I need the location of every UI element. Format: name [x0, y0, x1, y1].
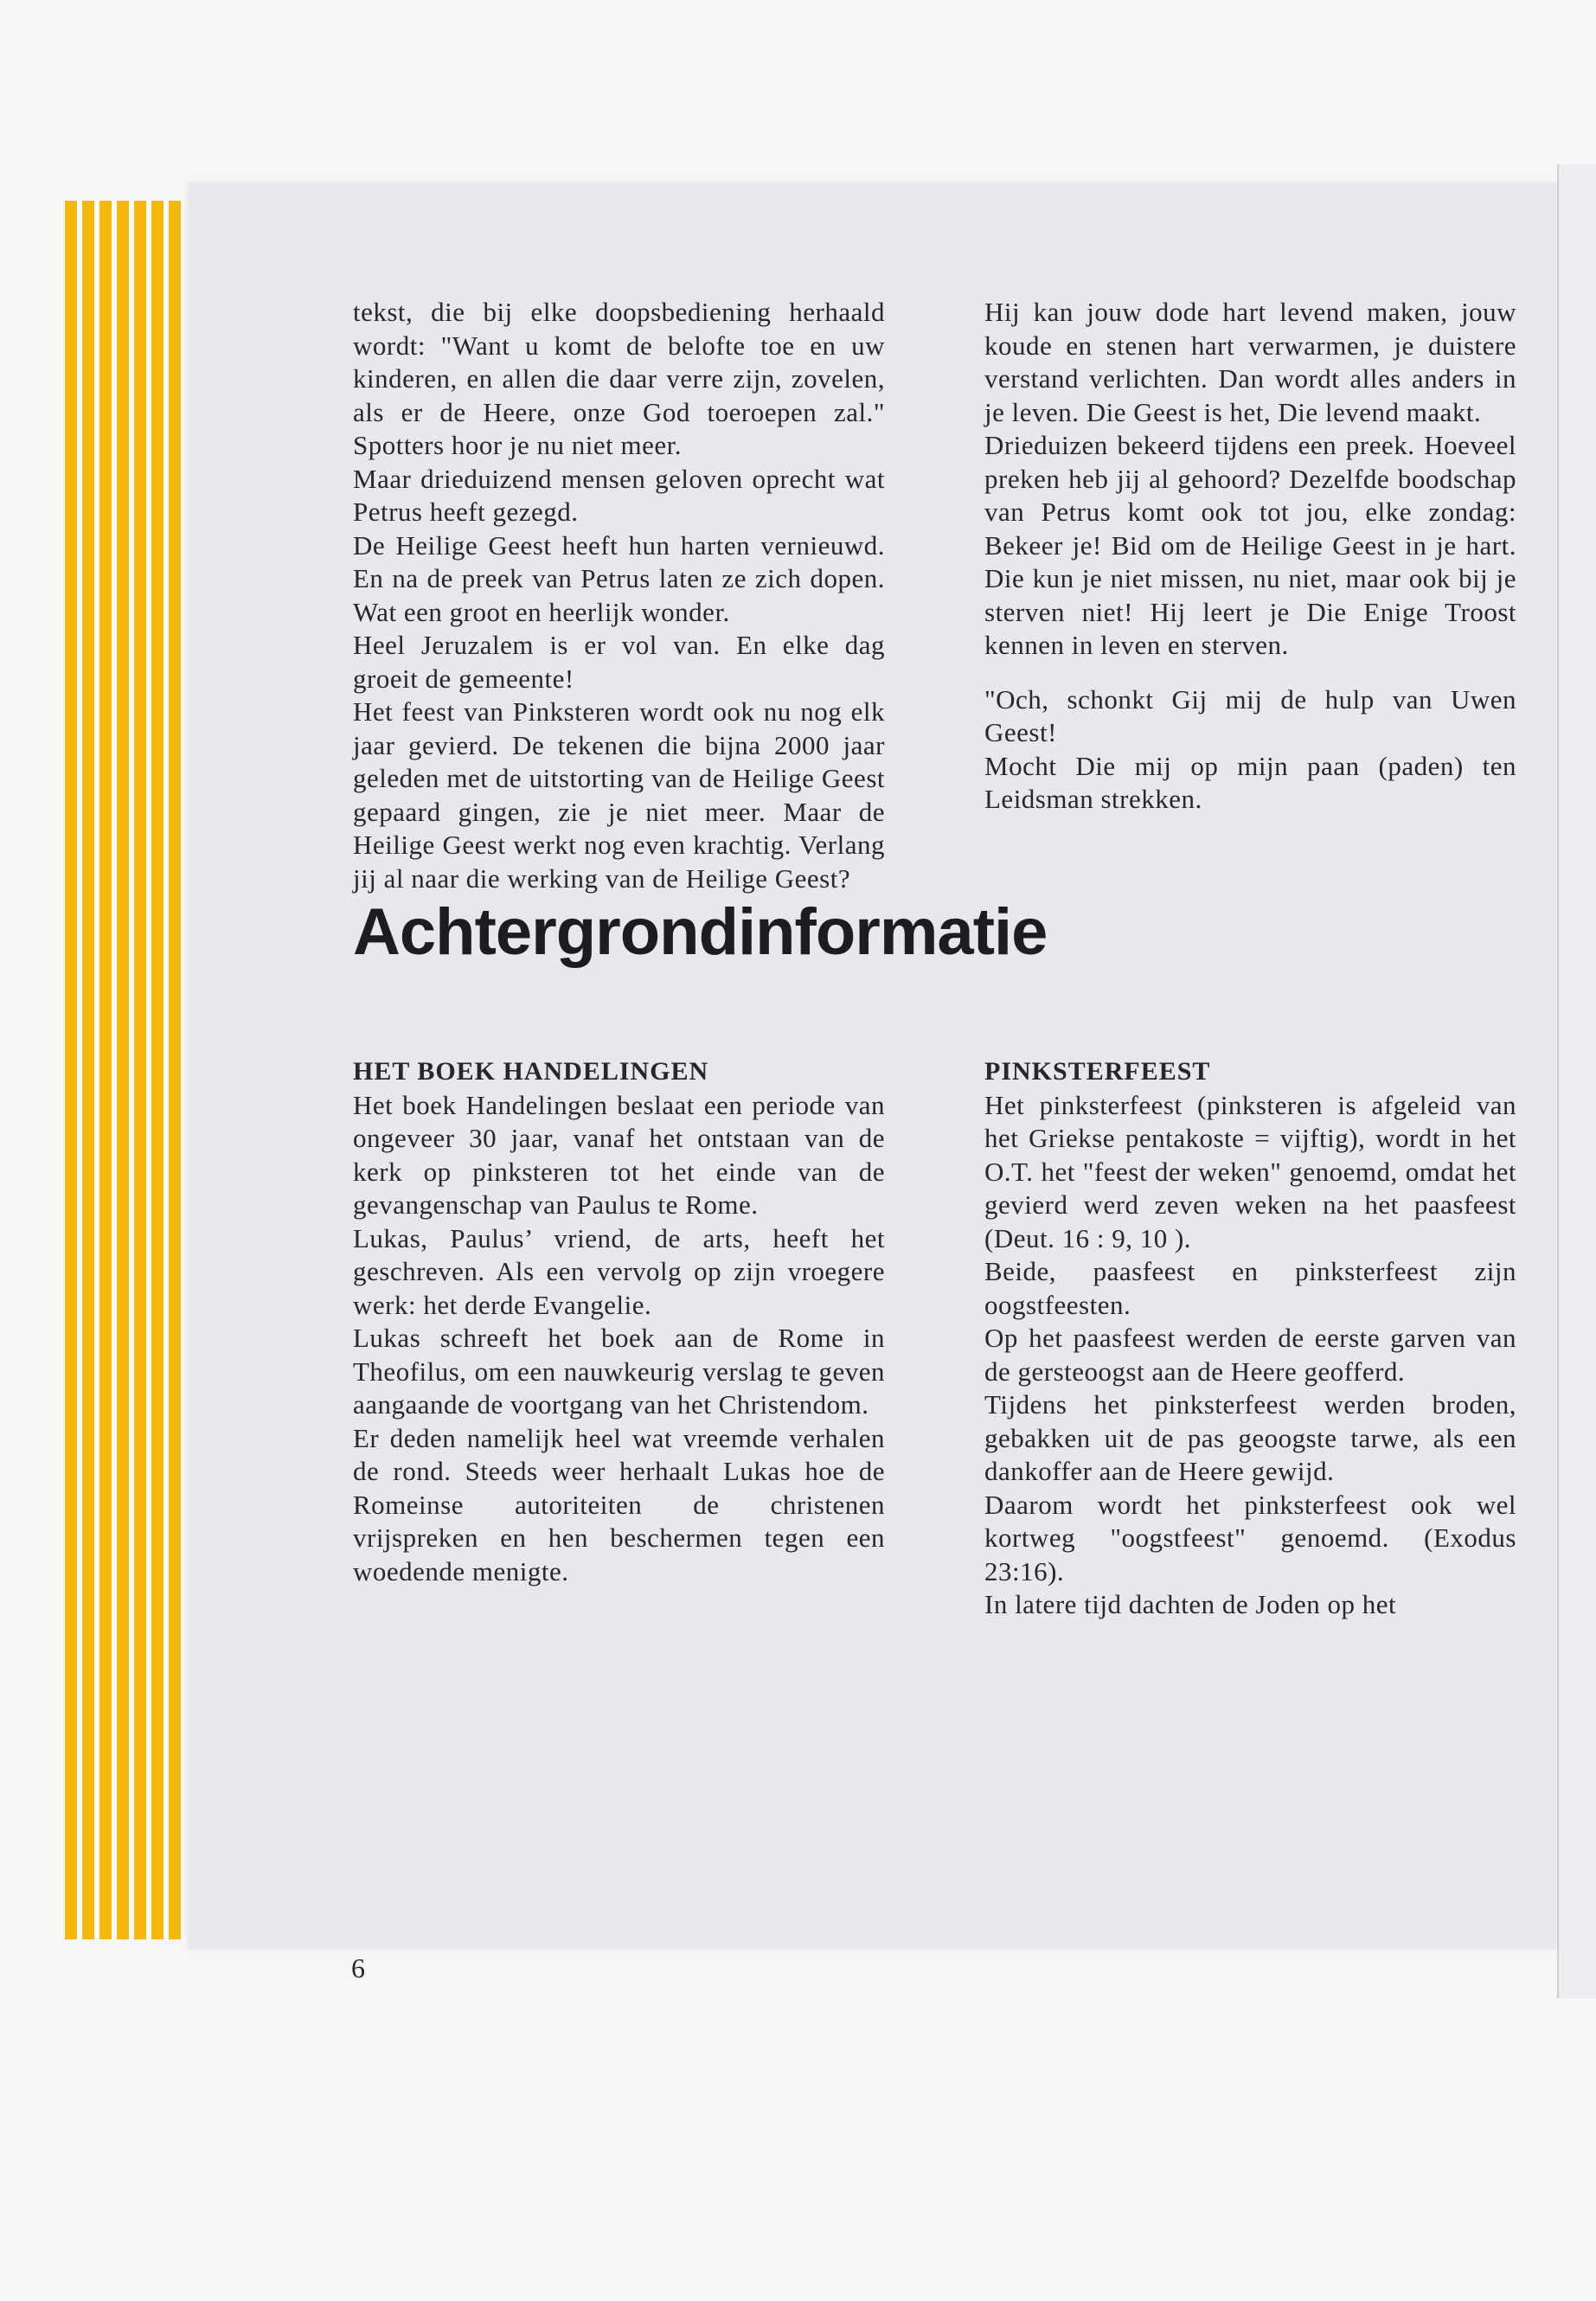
paragraph: Lukas, Paulus’ vriend, de arts, heeft het geschreven. Als een vervolg op zijn vroegere werk: het derde Evangelie. [353, 1222, 885, 1320]
left-column-bottom [353, 1055, 885, 1588]
subsection-title: PINKSTERFEEST [984, 1057, 1211, 1086]
page-edge-stripe [169, 201, 181, 1939]
paragraph: Lukas schreeft het boek aan de Rome in Theofilus, om een nauwkeurig verslag te geven aangaande de voortgang van het Christendom. [353, 1323, 885, 1420]
paragraph: Tijdens het pinksterfeest werden broden, gebakken uit de pas geoogste tarwe, als een dankoffer aan de Heere gewijd. [984, 1389, 1516, 1486]
paragraph: Maar drieduizend mensen geloven oprecht wat Petrus heeft gezegd. [353, 463, 885, 527]
page-edge-stripe [82, 201, 94, 1939]
book-page [189, 183, 1555, 1984]
quote-line: "Och, schonkt Gij mij de hulp van Uwen Geest! [984, 683, 1516, 747]
subsection-title: HET BOEK HANDELINGEN [353, 1057, 709, 1086]
paragraph: Heel Jeruzalem is er vol van. En elke dag groeit de gemeente! [353, 630, 885, 694]
paragraph: Beide, paasfeest en pinksterfeest zijn oogstfeesten. [984, 1256, 1516, 1320]
paragraph: Het pinksterfeest (pinksteren is afgeleid van het Griekse pentakoste = vijftig), wordt in het O.T. het "feest der weken" genoemd, omdat het gevierd werd zeven weken na het paasfeest (Deut. 16 : 9, 10 ). [984, 1089, 1516, 1253]
paragraph: De Heilige Geest heeft hun harten vernieuwd. En na de preek van Petrus laten ze zich dopen. Wat een groot en heerlijk wonder. [353, 529, 885, 627]
section-heading: Achtergrondinformatie [353, 895, 1048, 969]
page-edge-stripe [99, 201, 112, 1939]
paragraph: In latere tijd dachten de Joden op het [984, 1589, 1397, 1619]
paragraph: Drieduizen bekeerd tijdens een preek. Hoeveel preken heb jij al gehoord? Dezelfde boodschap van Petrus komt ook tot jou, elke zondag: Bekeer je! Bid om de Heilige Geest in je hart. Die kun je niet missen, nu niet, maar ook bij je sterven niet! Hij leert je Die Enige Troost kennen in leven en sterven. [984, 430, 1516, 660]
paragraph: tekst, die bij elke doopsbediening herhaald wordt: "Want u komt de belofte toe en uw kinderen, en allen die daar verre zijn, zovelen, als er de Heere, onze God toeroepen zal." Spotters hoor je nu niet meer. [353, 297, 885, 460]
page-edge-stripe [151, 201, 163, 1939]
paragraph: Op het paasfeest werden de eerste garven van de gersteoogst aan de Heere geofferd. [984, 1323, 1516, 1387]
page-edge-stripe [134, 201, 146, 1939]
paragraph: Het boek Handelingen beslaat een periode van ongeveer 30 jaar, vanaf het ontstaan van de kerk op pinksteren tot het einde van de gevangenschap van Paulus te Rome. [353, 1089, 885, 1220]
page-number: 6 [351, 1952, 365, 1984]
page-edge-stack [65, 201, 203, 1939]
right-column-top [984, 296, 1516, 817]
quote-line: Mocht Die mij op mijn paan (paden) ten Leidsman strekken. [984, 750, 1516, 814]
paragraph: Het feest van Pinksteren wordt ook nu nog elk jaar gevierd. De tekenen die bijna 2000 jaar geleden met de uitstorting van de Heilige Geest gepaard gingen, zie je niet meer. Maar de Heilige Geest werkt nog even krachtig. Verlang jij al naar die werking van de Heilige Geest? [353, 696, 885, 894]
left-column-top [353, 296, 885, 895]
right-column-bottom [984, 1055, 1516, 1622]
paragraph: Hij kan jouw dode hart levend maken, jouw koude en stenen hart verwarmen, je duistere verstand verlichten. Dan wordt alles anders in je leven. Die Geest is het, Die levend maakt. [984, 297, 1516, 427]
page-edge-stripe [65, 201, 77, 1939]
page-edge-stripe [117, 201, 129, 1939]
paragraph: Er deden namelijk heel wat vreemde verhalen de rond. Steeds weer herhaalt Lukas hoe de Romeinse autoriteiten de christenen vrijspreken en hen beschermen tegen een woedende menigte. [353, 1422, 885, 1586]
next-page-edge [1557, 164, 1596, 1998]
paragraph: Daarom wordt het pinksterfeest ook wel kortweg "oogstfeest" genoemd. (Exodus 23:16). [984, 1489, 1516, 1586]
